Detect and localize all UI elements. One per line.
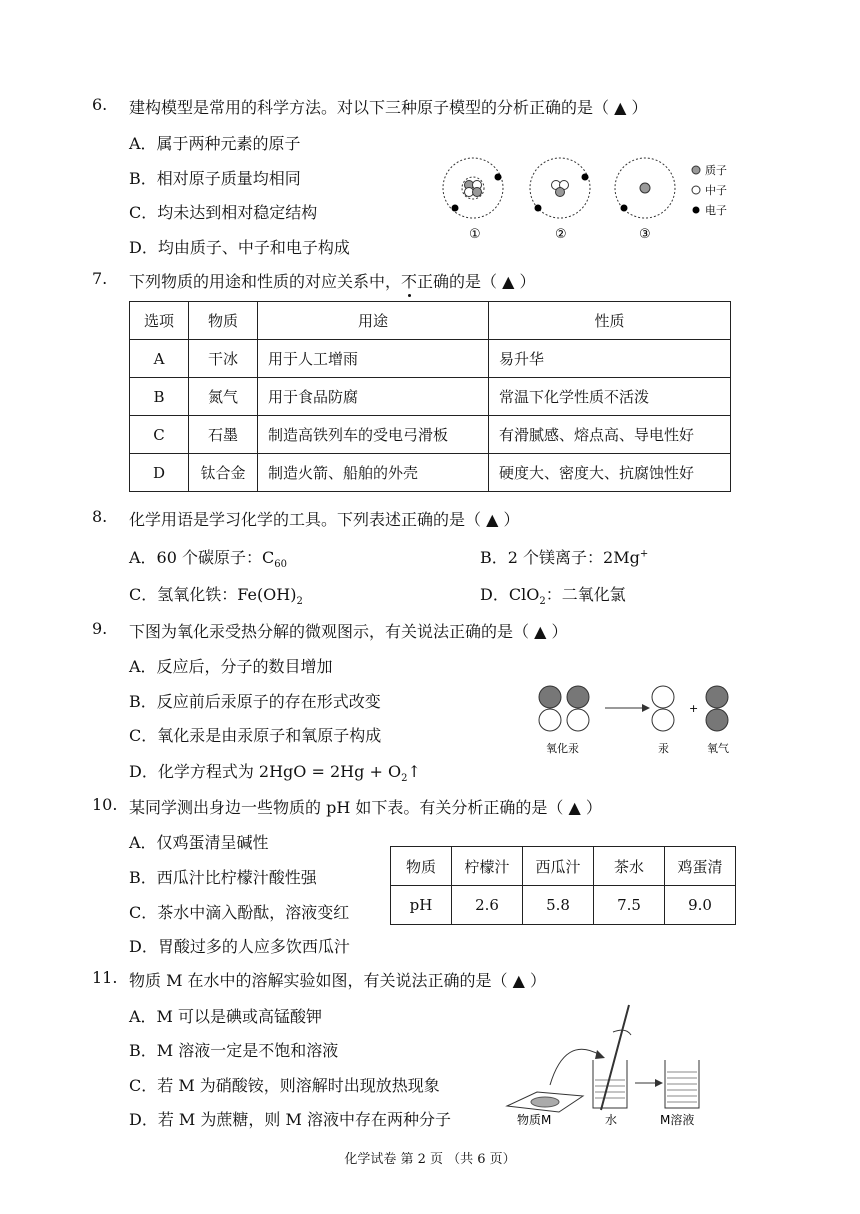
beaker-m-solution <box>665 1060 699 1108</box>
table-cell: 氮气 <box>189 378 258 416</box>
q7-table <box>129 301 731 492</box>
q8-option-c-sub: 2 <box>296 596 303 608</box>
table-header: 性质 <box>489 302 731 340</box>
table-cell: 制造火箭、船舶的外壳 <box>258 454 489 492</box>
table-cell: 常温下化学性质不活泼 <box>489 378 731 416</box>
table-cell: 制造高铁列车的受电弓滑板 <box>258 416 489 454</box>
oxygen-molecule <box>706 686 728 731</box>
q9-option-c: C．氧化汞是由汞原子和氧原子构成 <box>129 726 382 745</box>
glass-rod <box>601 1005 629 1110</box>
table-cell: 用于食品防腐 <box>258 378 489 416</box>
table-header: 选项 <box>130 302 189 340</box>
arrow-icon <box>655 1079 663 1087</box>
q8-option-c-text: C．氢氧化铁：Fe(OH) <box>129 585 297 604</box>
q11-option-d: D．若 M 为蔗糖，则 M 溶液中存在两种分子 <box>129 1110 451 1129</box>
legend-proton-icon <box>692 166 700 174</box>
q8-option-d-post: ：二氧化氯 <box>545 585 626 604</box>
q6-option-a: A．属于两种元素的原子 <box>129 134 301 153</box>
q7-stem-post: 正确的是（ ▲ ） <box>417 272 536 291</box>
q8-option-b-sup: + <box>639 548 649 560</box>
atom-model-3 <box>615 158 675 218</box>
table-header: 用途 <box>258 302 489 340</box>
q10-number: 10. <box>92 795 118 814</box>
table-row <box>130 416 731 454</box>
q7-stem-pre: 下列物质的用途和性质的对应关系中， <box>129 272 402 291</box>
q6-stem: 建构模型是常用的科学方法。对以下三种原子模型的分析正确的是（ ▲ ） <box>129 98 648 117</box>
mercury-oxide-decomposition-figure <box>530 680 750 760</box>
table-header: 西瓜汁 <box>523 847 594 886</box>
atom-label-1: ① <box>469 227 481 242</box>
table-cell: C <box>130 416 189 454</box>
label-substance-m: 物质M <box>517 1113 552 1127</box>
atom-model-1 <box>443 158 503 218</box>
table-cell: 9.0 <box>665 886 736 925</box>
plus-sign: + <box>689 702 699 715</box>
atom-models-figure <box>440 150 750 245</box>
label-mercury-oxide: 氧化汞 <box>546 742 579 755</box>
q8-option-c <box>129 582 303 607</box>
mercury-atoms <box>652 686 674 731</box>
q7-number: 7. <box>92 269 108 288</box>
q7-stem <box>129 269 536 292</box>
table-cell: 有滑腻感、熔点高、导电性好 <box>489 416 731 454</box>
table-cell: D <box>130 454 189 492</box>
q10-option-a: A．仅鸡蛋清呈碱性 <box>129 833 269 852</box>
q8-option-b-text: B．2 个镁离子：2Mg <box>480 548 640 567</box>
q11-option-b: B．M 溶液一定是不饱和溶液 <box>129 1041 339 1060</box>
mercury-oxide-molecules <box>539 686 589 731</box>
legend-electron-icon <box>693 207 700 214</box>
q10-option-c: C．茶水中滴入酚酞，溶液变红 <box>129 903 350 922</box>
q9-option-a: A．反应后，分子的数目增加 <box>129 657 333 676</box>
table-cell: 钛合金 <box>189 454 258 492</box>
table-row <box>130 340 731 378</box>
table-header-row <box>130 302 731 340</box>
q9-option-d <box>129 759 421 784</box>
q9-stem: 下图为氧化汞受热分解的微观图示，有关说法正确的是（ ▲ ） <box>129 622 568 641</box>
table-header: 物质 <box>189 302 258 340</box>
table-row <box>130 378 731 416</box>
q8-option-d <box>480 582 626 607</box>
atom-label-3: ③ <box>639 227 651 242</box>
table-cell: 干冰 <box>189 340 258 378</box>
table-cell: 易升华 <box>489 340 731 378</box>
page-footer: 化学试卷 第 2 页 （共 6 页） <box>344 1152 516 1167</box>
table-cell: 5.8 <box>523 886 594 925</box>
q8-stem: 化学用语是学习化学的工具。下列表述正确的是（ ▲ ） <box>129 510 520 529</box>
q6-option-d: D．均由质子、中子和电子构成 <box>129 238 350 257</box>
table-row <box>130 454 731 492</box>
q10-option-b: B．西瓜汁比柠檬汁酸性强 <box>129 868 317 887</box>
q11-option-c: C．若 M 为硝酸铵，则溶解时出现放热现象 <box>129 1076 440 1095</box>
q8-option-a <box>129 545 287 570</box>
atom-label-2: ② <box>555 227 567 242</box>
table-cell: 2.6 <box>452 886 523 925</box>
q9-option-d-sub: 2 <box>401 773 408 785</box>
table-header: 鸡蛋清 <box>665 847 736 886</box>
q8-option-d-text: D．ClO <box>480 585 540 604</box>
q6-number: 6. <box>92 95 108 114</box>
table-header: 物质 <box>391 847 452 886</box>
arrow-icon <box>642 704 650 712</box>
table-header: 茶水 <box>594 847 665 886</box>
q11-option-a: A．M 可以是碘或高锰酸钾 <box>129 1007 323 1026</box>
q9-option-d-text: D．化学方程式为 2HgO = 2Hg + O <box>129 762 402 781</box>
table-cell: 石墨 <box>189 416 258 454</box>
label-water: 水 <box>605 1113 618 1127</box>
q8-option-d-sub: 2 <box>539 596 546 608</box>
table-header-row <box>391 847 736 886</box>
table-cell: 用于人工增雨 <box>258 340 489 378</box>
q9-option-d-post: ↑ <box>407 762 421 781</box>
table-cell: A <box>130 340 189 378</box>
arrow-icon <box>595 1050 605 1059</box>
q6-option-c: C．均未达到相对稳定结构 <box>129 203 318 222</box>
q11-number: 11. <box>92 968 118 987</box>
table-cell: B <box>130 378 189 416</box>
q7-stem-emphasis: 不 <box>401 272 418 291</box>
label-m-solution: M溶液 <box>660 1113 695 1127</box>
q6-option-b: B．相对原子质量均相同 <box>129 169 301 188</box>
q8-option-b <box>480 545 648 568</box>
q8-option-a-text: A．60 个碳原子：C <box>129 548 275 567</box>
atom-model-2 <box>530 158 590 218</box>
table-header: 柠檬汁 <box>452 847 523 886</box>
q10-ph-table <box>390 846 736 925</box>
label-mercury: 汞 <box>658 742 669 755</box>
table-cell: pH <box>391 886 452 925</box>
q11-stem: 物质 M 在水中的溶解实验如图，有关说法正确的是（ ▲ ） <box>129 971 547 990</box>
q10-option-d: D．胃酸过多的人应多饮西瓜汁 <box>129 937 350 956</box>
legend-electron: 电子 <box>705 204 727 217</box>
legend-neutron: 中子 <box>705 184 727 197</box>
q8-number: 8. <box>92 507 108 526</box>
q8-option-a-sub: 60 <box>274 559 287 571</box>
dissolution-experiment-figure <box>505 1000 725 1130</box>
label-oxygen: 氧气 <box>707 742 729 755</box>
table-cell: 7.5 <box>594 886 665 925</box>
q9-option-b: B．反应前后汞原子的存在形式改变 <box>129 692 381 711</box>
table-row <box>391 886 736 925</box>
q9-number: 9. <box>92 619 108 638</box>
table-cell: 硬度大、密度大、抗腐蚀性好 <box>489 454 731 492</box>
legend-neutron-icon <box>692 186 700 194</box>
legend-proton: 质子 <box>705 164 727 177</box>
substance-m-on-paper <box>507 1092 583 1112</box>
q10-stem: 某同学测出身边一些物质的 pH 如下表。有关分析正确的是（ ▲ ） <box>129 798 602 817</box>
